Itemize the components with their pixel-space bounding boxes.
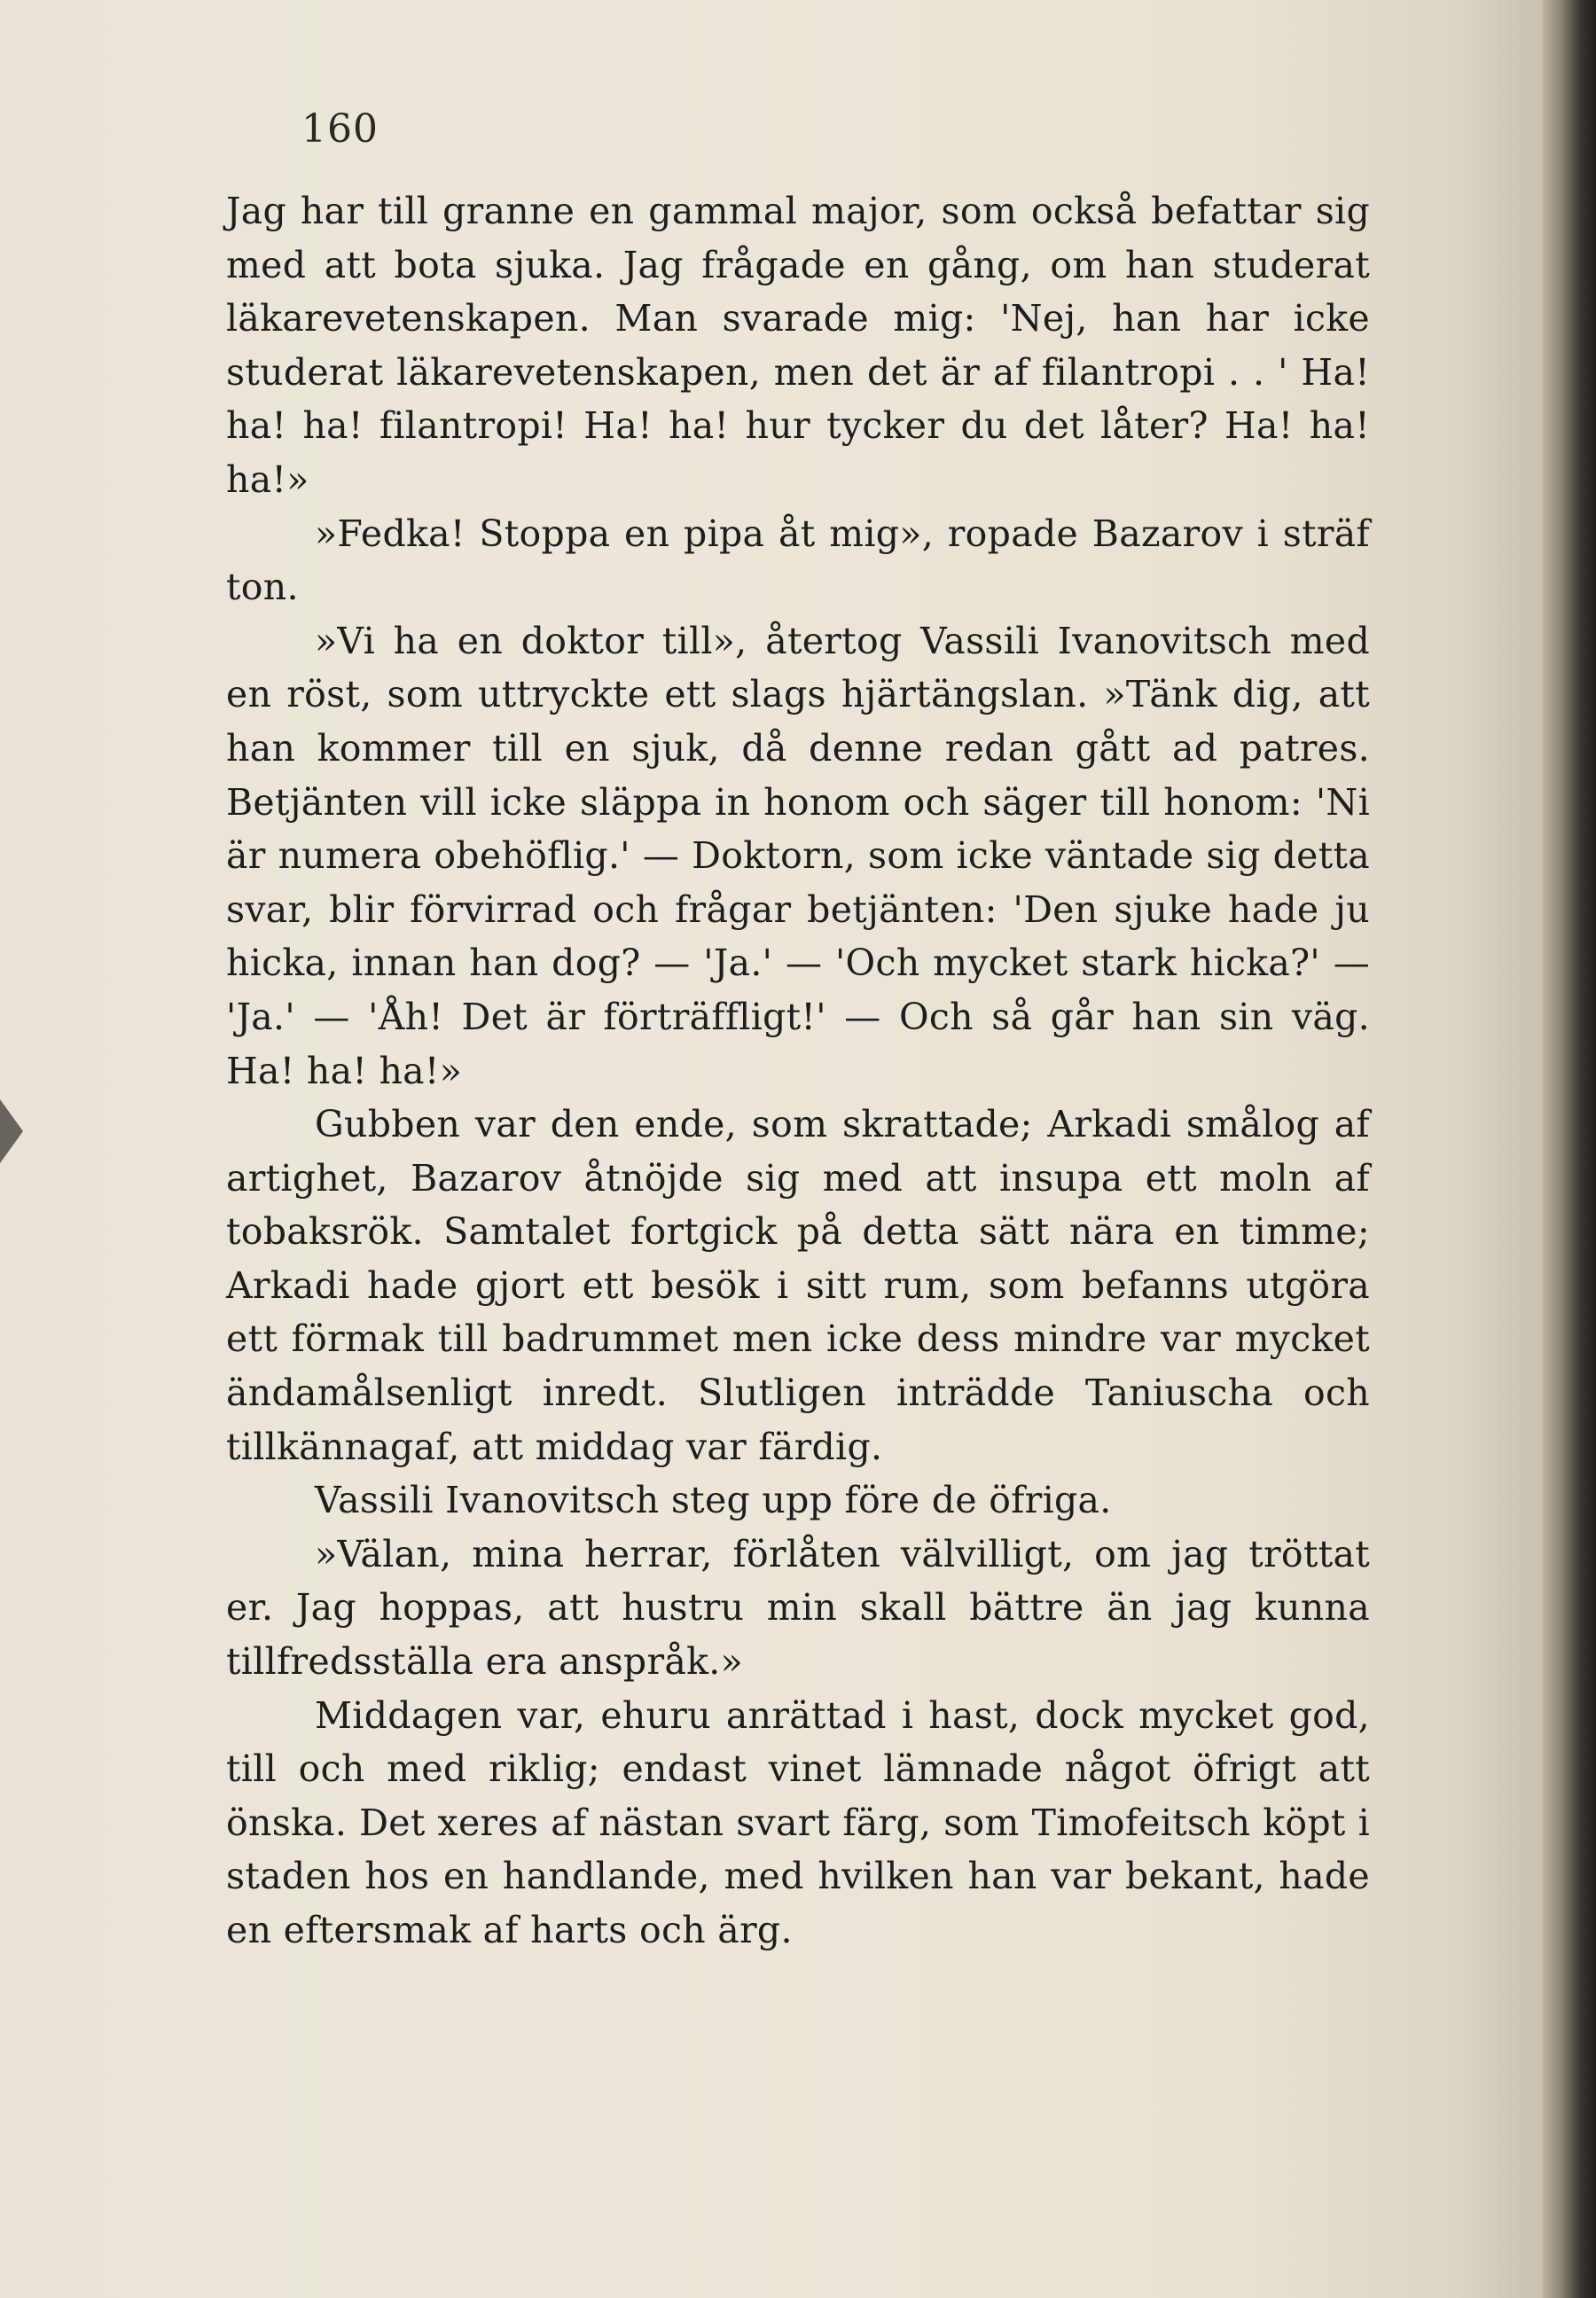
page-edge-mark xyxy=(0,1099,23,1163)
paragraph-1: Jag har till granne en gammal major, som också befattar sig med att bota sjuka. Jag frågade en gång, om han studerat läkarevetenskapen. Man svarade mig: 'Nej, han har icke studerat läkarevetenskapen, men det är af filantropi . . ' Ha! ha! ha! filantropi! Ha! ha! hur tycker du det låter? Ha! ha! ha!» xyxy=(226,190,1370,501)
paragraph-5: Vassili Ivanovitsch steg upp före de öfriga. xyxy=(315,1479,1112,1522)
paragraph-4: Gubben var den ende, som skrattade; Arkadi smålog af artighet, Bazarov åtnöjde sig med att insupa ett moln af tobaksrök. Samtalet fortgick på detta sätt nära en timme; Arkadi hade gjort ett besök i sitt rum, som befanns utgöra ett förmak till badrummet men icke dess mindre var mycket ändamålsenligt inredt. Slutligen inträdde Taniuscha och tillkännagaf, att middag var färdig. xyxy=(226,1103,1370,1468)
paragraph-7: Middagen var, ehuru anrättad i hast, dock mycket god, till och med riklig; endast vinet lämnade något öfrigt att önska. Det xeres af nästan svart färg, som Timofeitsch köpt i staden hos en handlande, med hvilken han var bekant, hade en eftersmak af harts och ärg. xyxy=(226,1693,1370,1951)
book-gutter xyxy=(1543,0,1596,2298)
page-number: 160 xyxy=(301,106,379,152)
paragraph-6: »Välan, mina herrar, förlåten välvilligt, om jag tröttat er. Jag hoppas, att hustru min skall bättre än jag kunna tillfredsställa era anspråk.» xyxy=(226,1532,1370,1684)
paragraph-3: »Vi ha en doktor till», återtog Vassili Ivanovitsch med en röst, som uttryckte ett slags hjärtängslan. »Tänk dig, att han kommer till en sjuk, då denne redan gått ad patres. Betjänten vill icke släppa in honom och säger till honom: 'Ni är numera obehöflig.' — Doktorn, som icke väntade sig detta svar, blir förvirrad och frågar betjänten: 'Den sjuke hade ju hicka, innan han dog? — 'Ja.' — 'Och mycket stark hicka?' — 'Ja.' — 'Åh! Det är förträffligt!' — Och så går han sin väg. Ha! ha! ha!» xyxy=(226,619,1370,1092)
paragraph-2: »Fedka! Stoppa en pipa åt mig», ropade Bazarov i sträf ton. xyxy=(226,512,1370,609)
body-text xyxy=(226,184,1370,1958)
